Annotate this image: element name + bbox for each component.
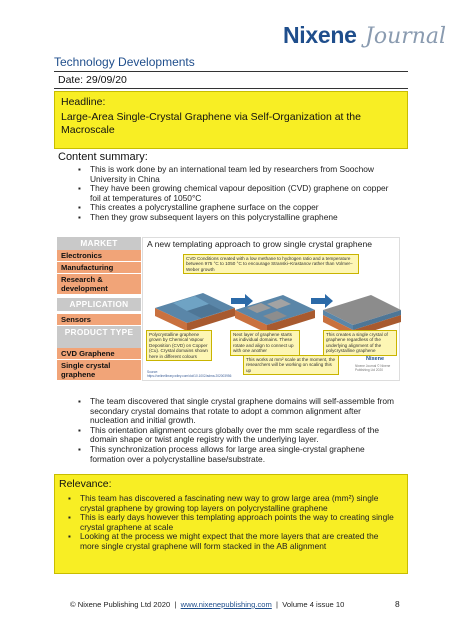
list-item: ▪ This is early days however this templating approach points the way to creating single crystal graphene at scale — [66, 513, 396, 532]
divider — [54, 71, 408, 72]
page-number: 8 — [395, 599, 400, 609]
headline-box — [54, 91, 408, 149]
section-title: Technology Developments — [54, 55, 195, 69]
figure-note-step-3: This creates a single crystal of graphene regardless of the underlying alignment of the polycrystalline graphene — [323, 330, 397, 356]
logo-secondary: Journal — [365, 24, 447, 49]
findings-bullet-list — [76, 397, 394, 464]
figure-title: A new templating approach to grow single crystal graphene — [147, 239, 373, 249]
market-heading: MARKET — [57, 237, 141, 250]
list-item: ▪ They have been growing chemical vapour deposition (CVD) graphene on copper foil at temperatures of 1050°C — [76, 184, 394, 203]
figure-note-scale: This works at mm² scale at the moment, the researchers will be working on scaling this up — [243, 355, 339, 375]
application-item: Sensors — [57, 314, 141, 326]
relevance-box — [54, 474, 408, 574]
separator: | — [276, 600, 279, 609]
figure-logo: Nixene — [366, 356, 385, 362]
relevance-label: Relevance: — [59, 478, 112, 490]
figure-note-conditions: CVD Conditions created with a low methane to hydrogen ratio and a temperature between 975 °C to 1050 °C to encourage Stranski–Krastanov rather than Volmer–Weber growth — [183, 254, 359, 274]
list-item: ▪ This synchronization process allows for large area single-crystal graphene formation over a polycrystalline base/substrate. — [76, 445, 394, 464]
divider — [54, 88, 408, 89]
application-heading: APPLICATION — [57, 298, 141, 311]
market-item: Electronics — [57, 250, 141, 262]
product-item: CVD Graphene — [57, 348, 141, 360]
list-item: ▪ The team discovered that single crystal graphene domains will self-assemble from secondary crystal domains that rotate to adopt a common alignment after nucleation and initial growth. — [76, 397, 394, 426]
separator: | — [174, 600, 177, 609]
headline-text: Large-Area Single-Crystal Graphene via Self-Organization at the Macroscale — [61, 111, 361, 136]
website-link[interactable]: www.nixenepublishing.com — [180, 600, 272, 609]
list-item: ▪ Then they grow subsequent layers on this polycrystalline graphene — [76, 213, 394, 223]
page-footer — [70, 600, 344, 609]
slab-polycrystalline — [155, 293, 235, 331]
logo-primary: Nixene — [283, 22, 357, 48]
product-item: Single crystal graphene — [57, 360, 141, 381]
graphene-process-figure — [142, 237, 400, 381]
copyright: © Nixene Publishing Ltd 2020 — [70, 600, 171, 609]
figure-logo-subtitle: Nixene Journal © Nixene Publishing Ltd 2020 — [355, 364, 391, 372]
figure-note-step-2: Next layer of graphene starts as individual domains. These rotate and align to connect up with one another — [230, 330, 300, 356]
market-item: Research & development — [57, 274, 141, 295]
arrow-icon — [311, 294, 333, 308]
tag-sidebar — [57, 237, 141, 384]
summary-bullet-list — [76, 165, 394, 223]
list-item: ▪ This team has discovered a fascinating new way to grow large area (mm²) single crystal graphene by growing top layers on polycrystalline graphene — [66, 494, 396, 513]
list-item: ▪ This creates a polycrystalline graphene surface on the copper — [76, 203, 394, 213]
list-item: ▪ This is work done by an international team led by researchers from Soochow University in China — [76, 165, 394, 184]
headline-label: Headline: — [61, 96, 106, 108]
content-summary-label: Content summary: — [58, 151, 148, 163]
volume-issue: Volume 4 issue 10 — [282, 600, 345, 609]
nixene-journal-logo — [283, 22, 447, 52]
relevance-bullet-list — [66, 494, 396, 552]
market-item: Manufacturing — [57, 262, 141, 274]
list-item: ▪ Looking at the process we might expect that the more layers that are created the more single crystal graphene will form stacked in the AB alignment — [66, 532, 396, 551]
figure-note-step-1: Polycrystalline graphene grown by Chemical Vapour Deposition (CVD) on Copper (Cu). Crystal domains shown here in different colours — [146, 330, 212, 361]
list-item: ▪ This orientation alignment occurs globally over the mm scale regardless of the domain shape or twist angle registry with the underlying layer. — [76, 426, 394, 445]
date-line: Date: 29/09/20 — [58, 74, 127, 86]
product-type-heading: PRODUCT TYPE — [57, 326, 141, 348]
figure-source-link[interactable]: Source: https://onlinelibrary.wiley.com/doi/10.1002/adma.202003956 — [147, 370, 232, 378]
